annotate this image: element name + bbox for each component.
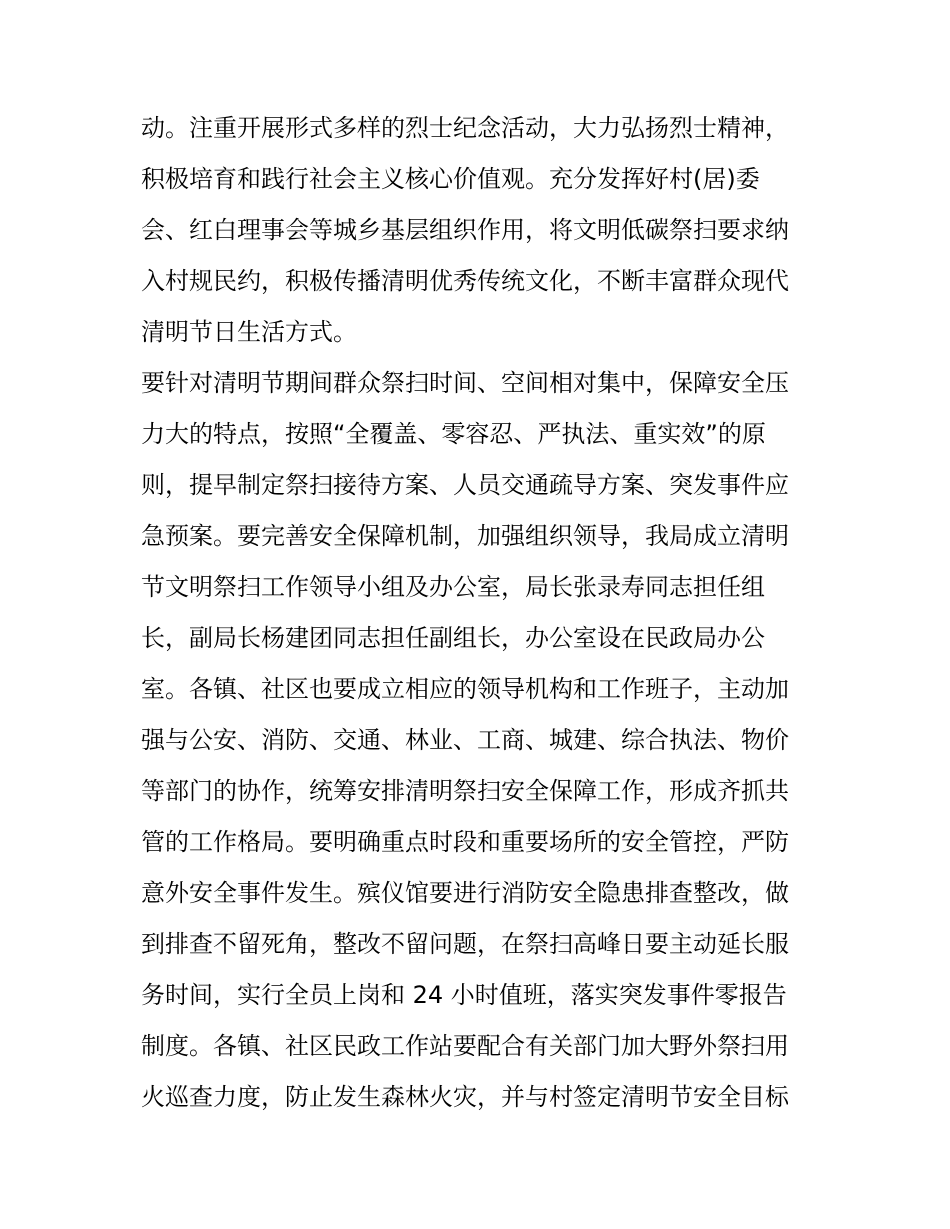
- text-line: 会、红白理事会等城乡基层组织作用，将文明低碳祭扫要求纳: [141, 216, 789, 244]
- text-line: 动。注重开展形式多样的烈士纪念活动，大力弘扬烈士精神，: [141, 114, 789, 142]
- text-line: 等部门的协作，统筹安排清明祭扫安全保障工作，形成齐抓共: [141, 777, 789, 805]
- text-line: 力大的特点，按照“全覆盖、零容忍、严执法、重实效”的原: [141, 420, 766, 448]
- text-line: 长，副局长杨建团同志担任副组长，办公室设在民政局办公: [141, 624, 765, 652]
- text-line: 清明节日生活方式。: [141, 318, 357, 346]
- text-line: 火巡查力度，防止发生森林火灾，并与村签定清明节安全目标: [141, 1083, 789, 1111]
- text-line: 积极培育和践行社会主义核心价值观。充分发挥好村(居)委: [141, 165, 760, 193]
- text-line: 急预案。要完善安全保障机制，加强组织领导，我局成立清明: [141, 522, 789, 550]
- text-line: 制度。各镇、社区民政工作站要配合有关部门加大野外祭扫用: [141, 1032, 789, 1060]
- text-line: 务时间，实行全员上岗和 24 小时值班，落实突发事件零报告: [141, 981, 787, 1009]
- text-line: 室。各镇、社区也要成立相应的领导机构和工作班子，主动加: [141, 675, 789, 703]
- text-line: 入村规民约，积极传播清明优秀传统文化，不断丰富群众现代: [141, 267, 789, 295]
- text-line: 意外安全事件发生。殡仪馆要进行消防安全隐患排查整改，做: [141, 879, 789, 907]
- text-line: 则，提早制定祭扫接待方案、人员交通疏导方案、突发事件应: [141, 471, 789, 499]
- text-line: 要针对清明节期间群众祭扫时间、空间相对集中，保障安全压: [141, 369, 789, 397]
- text-line: 节文明祭扫工作领导小组及办公室，局长张录寿同志担任组: [141, 573, 765, 601]
- text-line: 强与公安、消防、交通、林业、工商、城建、综合执法、物价: [141, 726, 789, 754]
- text-line: 到排查不留死角，整改不留问题，在祭扫高峰日要主动延长服: [141, 930, 789, 958]
- text-line: 管的工作格局。要明确重点时段和重要场所的安全管控，严防: [141, 828, 789, 856]
